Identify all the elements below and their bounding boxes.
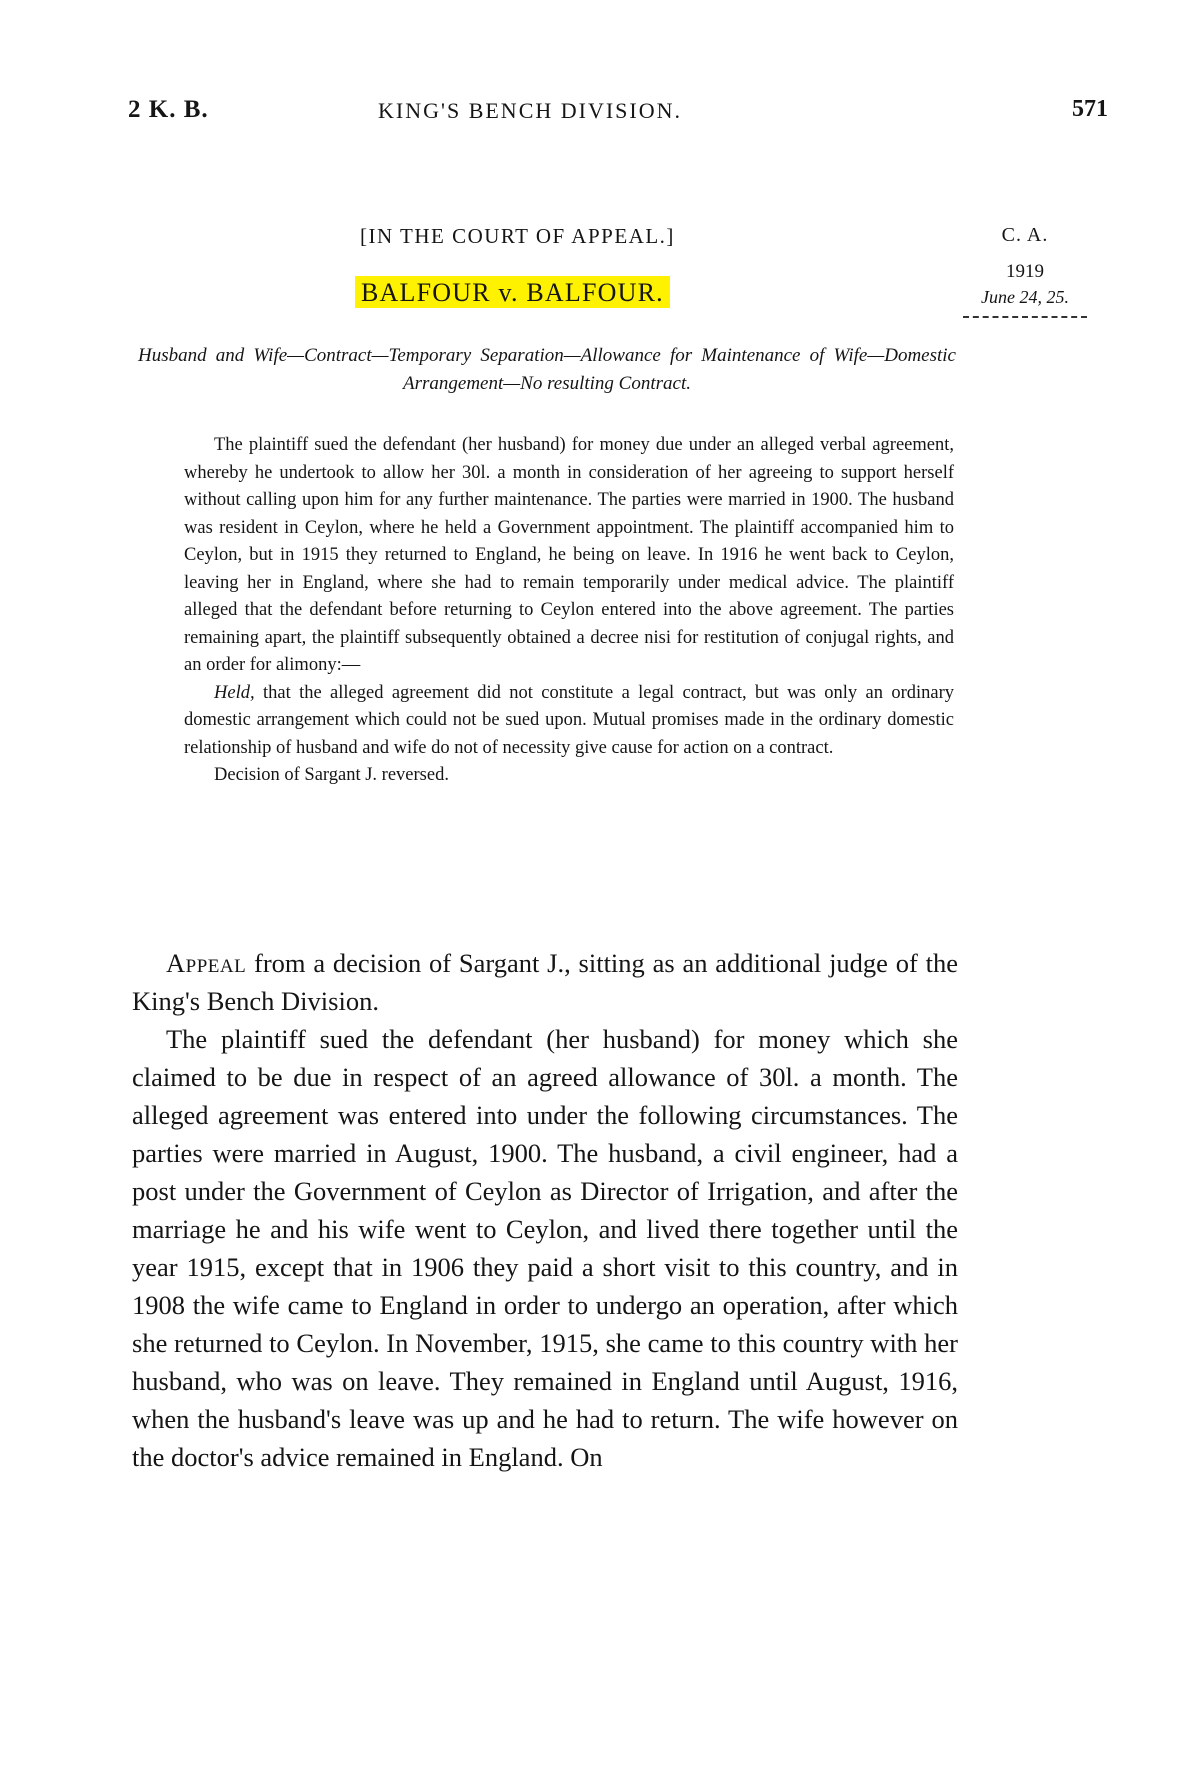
body-text: [132, 944, 958, 1476]
headnote-facts: The plaintiff sued the defendant (her husband) for money due under an alleged verbal agreement, whereby he undertook to allow her 30l. a month in consideration of her agreeing to support herself without calling upon him for any further maintenance. The parties were married in 1900. The husband was resident in Ceylon, where he held a Government appointment. The plaintiff accompanied him to Ceylon, but in 1915 they returned to England, he being on leave. In 1916 he went back to Ceylon, leaving her in England, where she had to remain temporarily under medical advice. The plaintiff alleged that the defendant before returning to Ceylon entered into the above agreement. The parties remaining apart, the plaintiff subsequently obtained a decree nisi for restitution of conjugal rights, and an order for alimony:—: [184, 435, 954, 675]
appeal-text: from a decision of Sargant J., sitting as an additional judge of the King's Bench Division.: [132, 948, 958, 1016]
headnote-decision: Decision of Sargant J. reversed.: [214, 765, 449, 785]
margin-year: 1919: [1006, 261, 1044, 282]
headnote-held: [184, 680, 954, 763]
division-title: KING'S BENCH DIVISION.: [378, 98, 683, 123]
page-number: 571: [1072, 96, 1108, 122]
headnote: [184, 432, 954, 790]
court-heading: [IN THE COURT OF APPEAL.]: [360, 224, 675, 248]
held-label: Held,: [214, 682, 255, 703]
catchwords: Husband and Wife—Contract—Temporary Separation—Allowance for Maintenance of Wife—Domestic Arrangement—No resulting Contract.: [138, 345, 956, 394]
margin-court: C. A.: [1001, 224, 1049, 246]
case-title: BALFOUR v. BALFOUR.: [355, 276, 670, 308]
facts-paragraph: The plaintiff sued the defendant (her husband) for money which she claimed to be due in respect of an agreed allowance of 30l. a month. The alleged agreement was entered into under the following circumstances. The parties were married in August, 1900. The husband, a civil engineer, had a post under the Government of Ceylon as Director of Irrigation, and after the marriage he and his wife went to Ceylon, and lived there together until the year 1915, except that in 1906 they paid a short visit to this country, and in 1908 the wife came to England in order to undergo an operation, after which she returned to Ceylon. In November, 1915, she came to this country with her husband, who was on leave. They remained in England until August, 1916, when the husband's leave was up and he had to return. The wife however on the doctor's advice remained in England. On: [132, 1024, 958, 1472]
report-volume: 2 K. B.: [128, 96, 209, 123]
margin-rule: [963, 316, 1087, 318]
appeal-label: Appeal: [166, 948, 247, 978]
running-head: [128, 96, 1108, 132]
held-text: that the alleged agreement did not constitute a legal contract, but was only an ordinary domestic arrangement which could not be sued upon. Mutual promises made in the ordinary domestic relationship of husband and wife do not of necessity give cause for action on a contract.: [184, 682, 954, 758]
margin-note: [950, 224, 1100, 318]
appeal-paragraph: [132, 944, 958, 1020]
margin-date: June 24, 25.: [981, 287, 1069, 307]
